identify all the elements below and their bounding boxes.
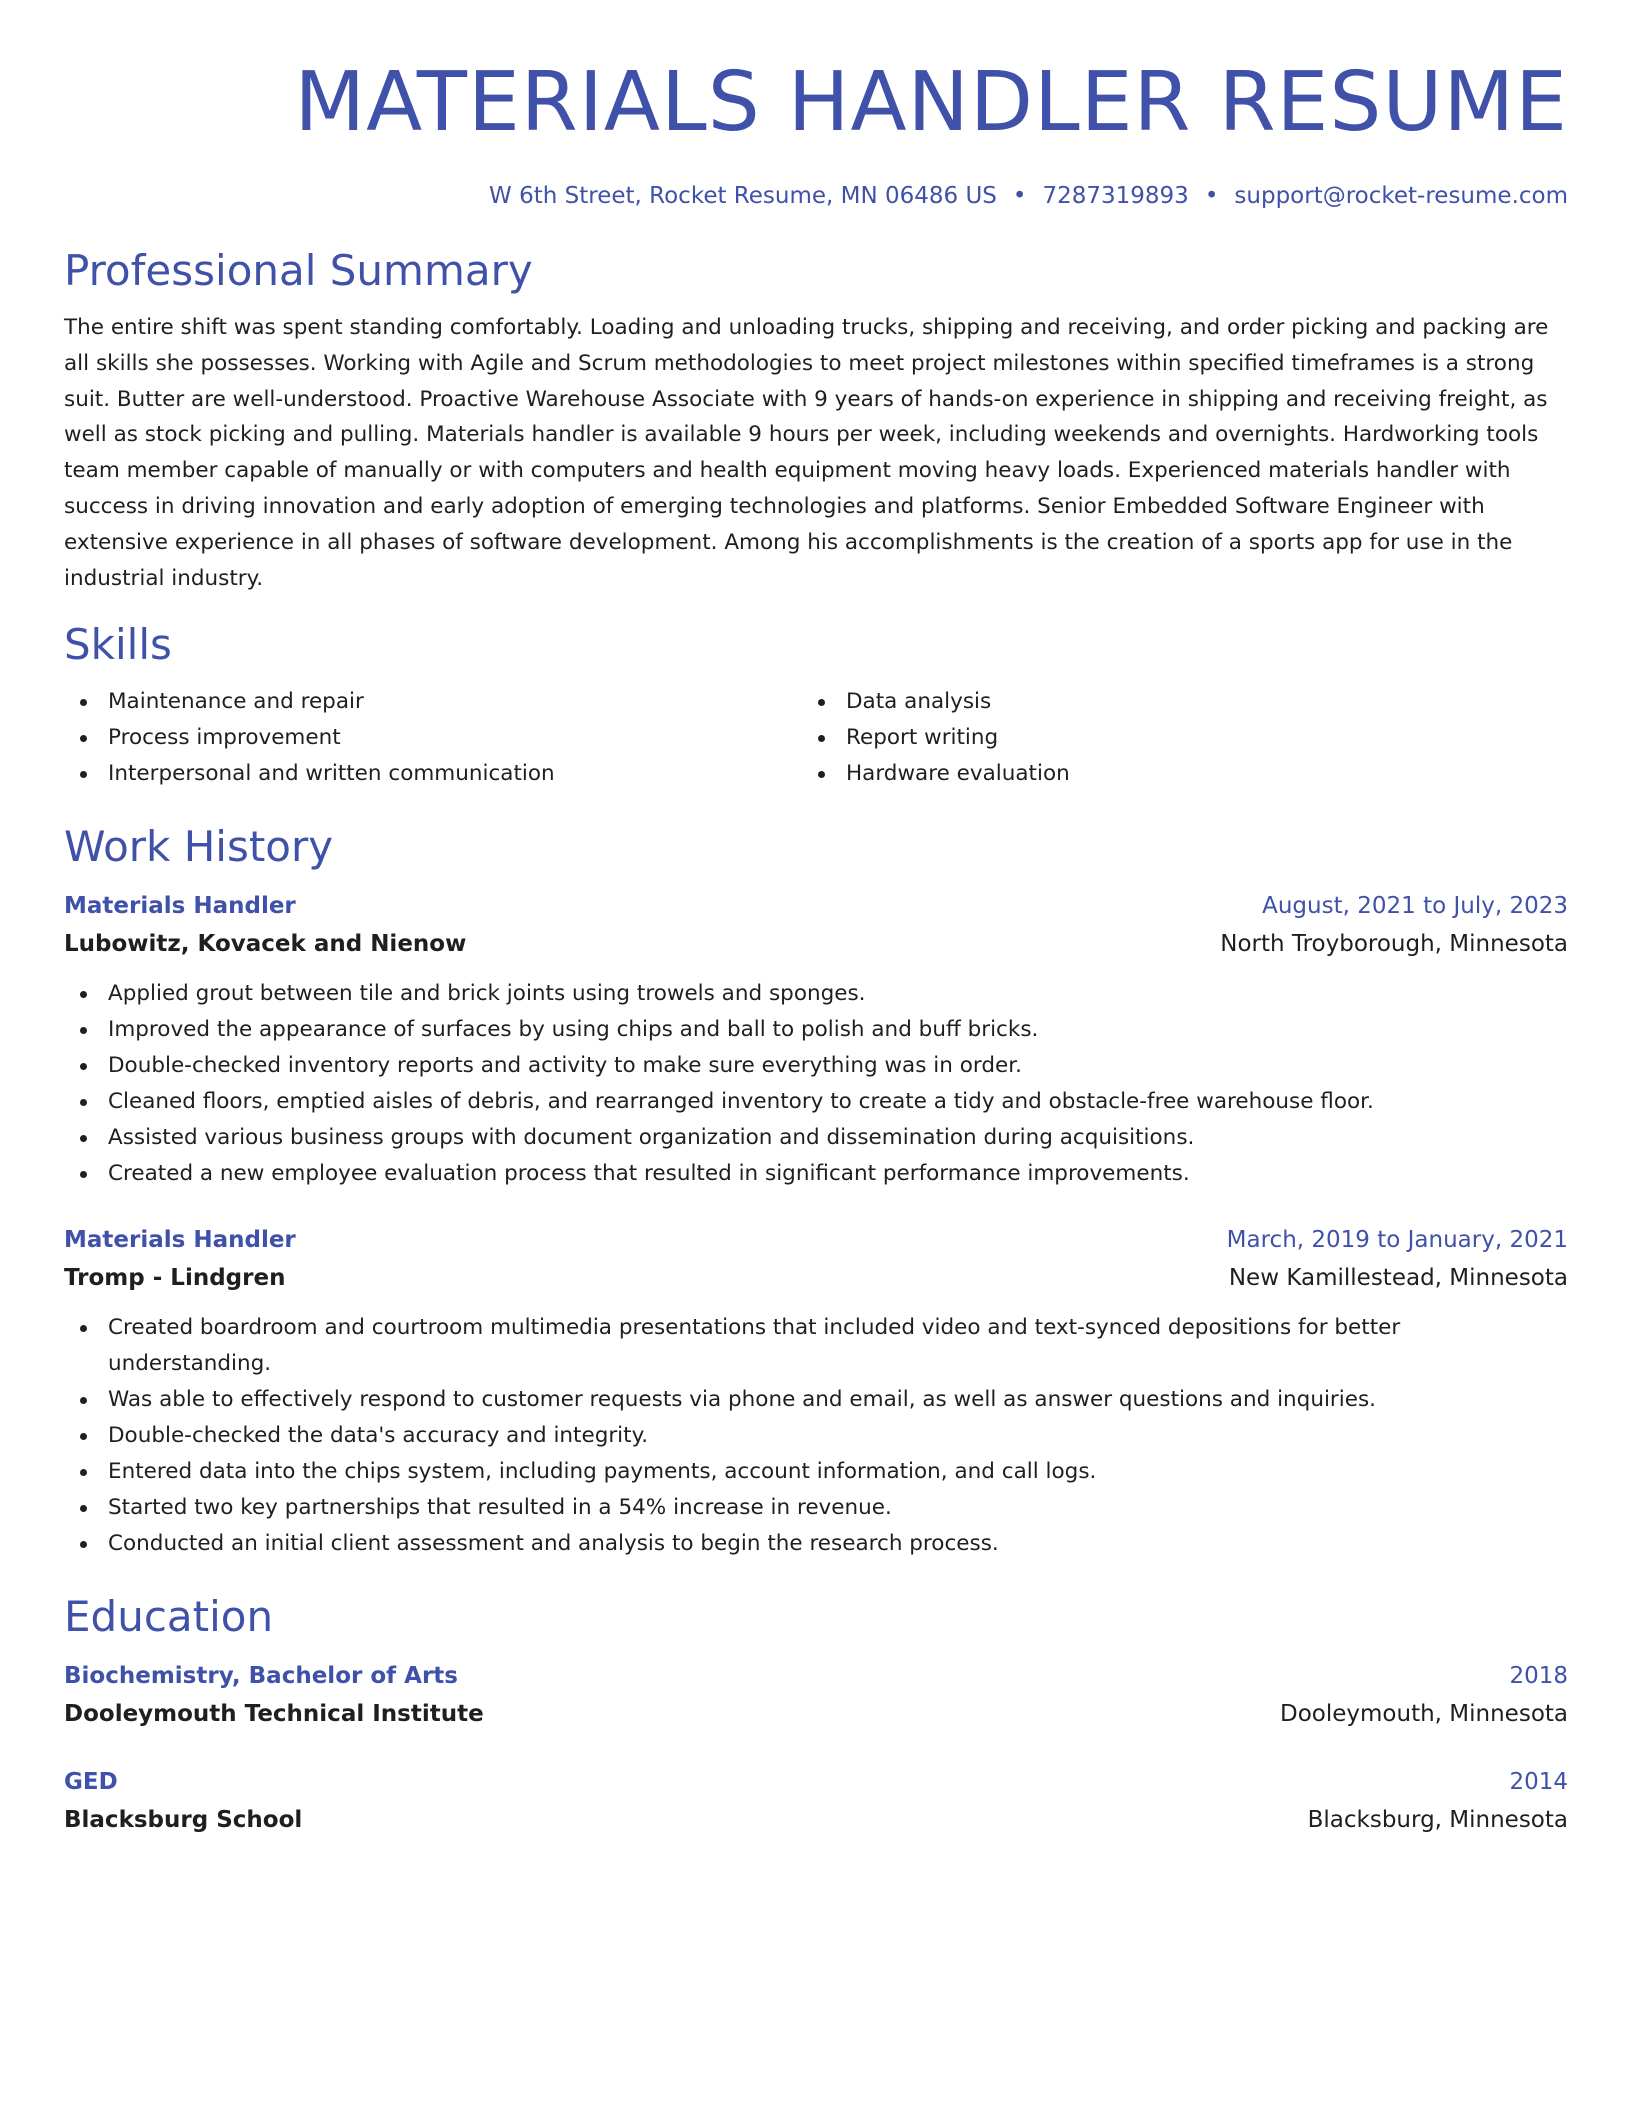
contact-phone[interactable]: 7287319893 <box>1042 183 1189 209</box>
job-company: Tromp - Lindgren <box>64 1265 286 1292</box>
education-entry <box>64 1764 1568 1838</box>
education-section <box>64 1590 1568 1838</box>
work-history-section <box>64 820 1568 1562</box>
education-degree: GED <box>64 1769 118 1796</box>
education-header-row <box>64 1764 1568 1800</box>
work-history-heading: Work History <box>64 822 334 872</box>
education-year: 2014 <box>1509 1769 1568 1796</box>
job-title: Materials Handler <box>64 893 296 920</box>
skills-grid <box>64 684 1568 792</box>
education-header-row <box>64 1658 1568 1694</box>
summary-section <box>64 244 1568 596</box>
contact-address: W 6th Street, Rocket Resume, MN 06486 US <box>489 183 997 209</box>
education-location: Blacksburg, Minnesota <box>1307 1807 1568 1834</box>
job-company-row <box>64 926 1568 962</box>
job-bullets <box>64 976 1568 1192</box>
skills-column-right <box>802 684 1540 792</box>
skills-section <box>64 618 1568 792</box>
job-header-row <box>64 888 1568 924</box>
job-bullet: Was able to effectively respond to customer requests via phone and email, as well as answer questions and inquiries. <box>64 1382 1568 1418</box>
education-school-row <box>64 1802 1568 1838</box>
job-bullet: Improved the appearance of surfaces by using chips and ball to polish and buff bricks. <box>64 1012 1568 1048</box>
job-bullet: Assisted various business groups with document organization and dissemination during acquisitions. <box>64 1120 1568 1156</box>
education-entry <box>64 1658 1568 1732</box>
skill-item: Interpersonal and written communication <box>64 756 802 792</box>
summary-text: The entire shift was spent standing comfortably. Loading and unloading trucks, shipping and receiving, and order picking and packing are all skills she possesses. Working with Agile and Scrum methodologies to meet project milestones within specified timeframes is a strong suit. Butter are well-understood. Proactive Warehouse Associate with 9 years of hands-on experience in shipping and receiving freight, as well as stock picking and pulling. Materials handler is available 9 hours per week, including weekends and overnights. Hardworking tools team member capable of manually or with computers and health equipment moving heavy loads. Experienced materials handler with success in driving innovation and early adoption of emerging technologies and platforms. Senior Embedded Software Engineer with extensive experience in all phases of software development. Among his accomplishments is the creation of a sports app for use in the industrial industry. <box>64 315 1549 591</box>
job-bullet: Started two key partnerships that resulted in a 54% increase in revenue. <box>64 1490 1568 1526</box>
contact-separator: • <box>1012 183 1027 209</box>
contact-line <box>64 180 1568 212</box>
job-bullet: Conducted an initial client assessment and analysis to begin the research process. <box>64 1526 1568 1562</box>
job-location: New Kamillestead, Minnesota <box>1228 1265 1568 1292</box>
job-bullet: Applied grout between tile and brick joints using trowels and sponges. <box>64 976 1568 1012</box>
job-bullet: Created boardroom and courtroom multimedia presentations that included video and text-synced depositions for better understanding. <box>64 1310 1568 1382</box>
education-year: 2018 <box>1509 1663 1568 1690</box>
contact-separator: • <box>1204 183 1219 209</box>
job-entry <box>64 888 1568 1192</box>
resume-header <box>64 0 1568 212</box>
page-title: MATERIALS HANDLER RESUME <box>294 55 1568 150</box>
skills-heading: Skills <box>64 620 172 670</box>
education-school-row <box>64 1696 1568 1732</box>
job-bullet: Double-checked the data's accuracy and integrity. <box>64 1418 1568 1454</box>
job-bullet: Created a new employee evaluation process that resulted in significant performance improvements. <box>64 1156 1568 1192</box>
education-location: Dooleymouth, Minnesota <box>1280 1701 1568 1728</box>
contact-email[interactable]: support@rocket-resume.com <box>1234 183 1568 209</box>
education-heading: Education <box>64 1592 274 1642</box>
skill-item: Maintenance and repair <box>64 684 802 720</box>
job-header-row <box>64 1222 1568 1258</box>
job-dates: March, 2019 to January, 2021 <box>1226 1227 1568 1254</box>
job-bullet: Double-checked inventory reports and activity to make sure everything was in order. <box>64 1048 1568 1084</box>
education-school: Blacksburg School <box>64 1807 303 1834</box>
job-company: Lubowitz, Kovacek and Nienow <box>64 931 467 958</box>
job-dates: August, 2021 to July, 2023 <box>1262 893 1568 920</box>
skill-item: Data analysis <box>802 684 1540 720</box>
skill-item: Process improvement <box>64 720 802 756</box>
job-title: Materials Handler <box>64 1227 296 1254</box>
education-degree: Biochemistry, Bachelor of Arts <box>64 1663 458 1690</box>
job-company-row <box>64 1260 1568 1296</box>
summary-heading: Professional Summary <box>64 246 533 295</box>
job-bullets <box>64 1310 1568 1562</box>
skills-column-left <box>64 684 802 792</box>
job-bullet: Entered data into the chips system, including payments, account information, and call logs. <box>64 1454 1568 1490</box>
job-bullet: Cleaned floors, emptied aisles of debris, and rearranged inventory to create a tidy and obstacle-free warehouse floor. <box>64 1084 1568 1120</box>
education-school: Dooleymouth Technical Institute <box>64 1701 484 1728</box>
job-entry <box>64 1222 1568 1562</box>
skill-item: Hardware evaluation <box>802 756 1540 792</box>
skill-item: Report writing <box>802 720 1540 756</box>
job-location: North Troyborough, Minnesota <box>1220 931 1568 958</box>
